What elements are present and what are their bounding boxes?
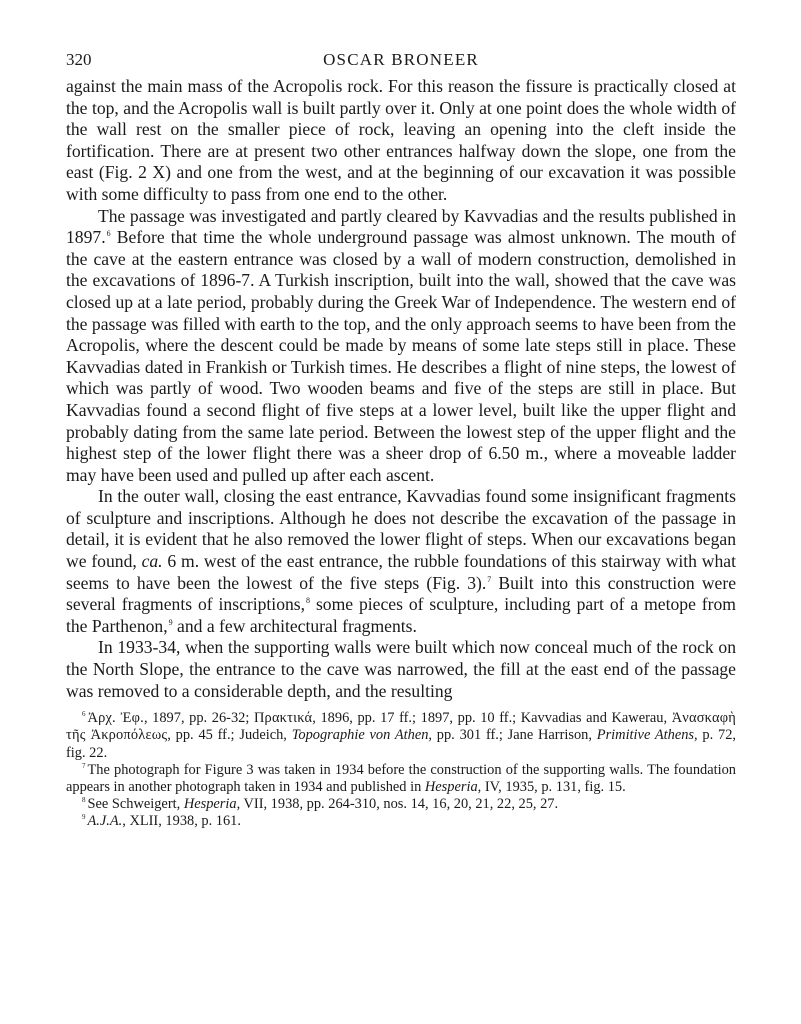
footnote-8: $^8$ See Schweigert, Hesperia, VII, 1938, pp. 264-310, nos. 14, 16, 20, 21, 22, 25, 27. <box>82 796 559 813</box>
paragraph-3: In the outer wall, closing the east entrance, Kavvadias found some insignificant fragments of sculpture and inscriptions. Although he does not describe the excavation of the passage in detail, it is evident that he also removed the lower flight of steps. When our excavations began we found, ca. 6 m. west of the east entrance, the rubble foundations of this stairway with what seems to have been the lowest of the five steps (Fig. 3).$^7$ Built into this construction were several fragments of inscriptions,$^8$ some pieces of sculpture, including part of a metope from the Parthenon,$^9$ and a few architectural fragments. <box>66 486 736 636</box>
footnote-ref-8[interactable]: 8 <box>306 596 311 606</box>
footnote-marker: 7 <box>82 761 86 770</box>
page <box>66 50 736 831</box>
body-text <box>66 76 736 702</box>
footnote-ref-9[interactable]: 9 <box>168 617 173 627</box>
running-head: OSCAR BRONEER <box>323 50 479 69</box>
paragraph-4: In 1933-34, when the supporting walls were built which now conceal much of the rock on the North Slope, the entrance to the cave was narrowed, the fill at the east end of the passage was removed to a considerable depth, and the resulting <box>66 637 736 701</box>
page-number: 320 <box>66 50 92 69</box>
footnote-9: $^9$ A.J.A., XLII, 1938, p. 161. <box>82 813 241 830</box>
footnote-marker: 6 <box>82 710 86 719</box>
footnote-marker: 8 <box>82 796 86 805</box>
footnote-6: $^6$ Ἀρχ. Ἐφ., 1897, pp. 26-32; Πρακτικά, 1896, pp. 17 ff.; 1897, pp. 10 ff.; Kavvadias and Kawerau, Ἀνασκαφὴ τῆς Ἀκροπόλεως, pp. 45 ff.; Judeich, Topographie von Athen, pp. 301 ff.; Jane Harrison, Primitive Athens, p. 72, fig. 22. <box>66 710 736 761</box>
page-header <box>66 50 736 76</box>
footnotes <box>66 710 736 830</box>
paragraph-1: against the main mass of the Acropolis rock. For this reason the fissure is practically closed at the top, and the Acropolis wall is built partly over it. Only at one point does the whole width of the wall rest on the smaller piece of rock, leaving an opening into the cleft inside the fortification. There are at present two other entrances halfway down the slope, one from the east (Fig. 2 X) and one from the west, and at the beginning of our excavation it was possible with some difficulty to pass from one end to the other. <box>66 76 736 204</box>
footnote-marker: 9 <box>82 813 86 822</box>
footnote-ref-6[interactable]: 6 <box>106 229 111 239</box>
footnote-7: $^7$ The photograph for Figure 3 was taken in 1934 before the construction of the supporting walls. The foundation appears in another photograph taken in 1934 and published in Hesperia, IV, 1935, p. 131, fig. 15. <box>66 761 736 796</box>
paragraph-2: The passage was investigated and partly cleared by Kavvadias and the results published in 1897.$^6$ Before that time the whole underground passage was almost unknown. The mouth of the cave at the eastern entrance was closed by a wall of modern construction, demolished in the excavations of 1896-7. A Turkish inscription, built into the wall, showed that the cave was closed up at a late period, probably during the Greek War of Independence. The western end of the passage was filled with earth to the top, and the only approach seems to have been from the Acropolis, where the descent could be made by means of some late steps still in place. These Kavvadias dated in Frankish or Turkish times. He describes a flight of nine steps, the lowest of which was partly of wood. Two wooden beams and five of the steps are still in place. But Kavvadias found a second flight of five steps at a lower level, built like the upper flight and probably dating from the same late period. Between the lowest step of the upper flight and the highest step of the lower flight there was a sheer drop of 6.50 m., where a moveable ladder may have been used and pulled up after each ascent. <box>66 205 736 485</box>
footnote-ref-7[interactable]: 7 <box>487 574 492 584</box>
